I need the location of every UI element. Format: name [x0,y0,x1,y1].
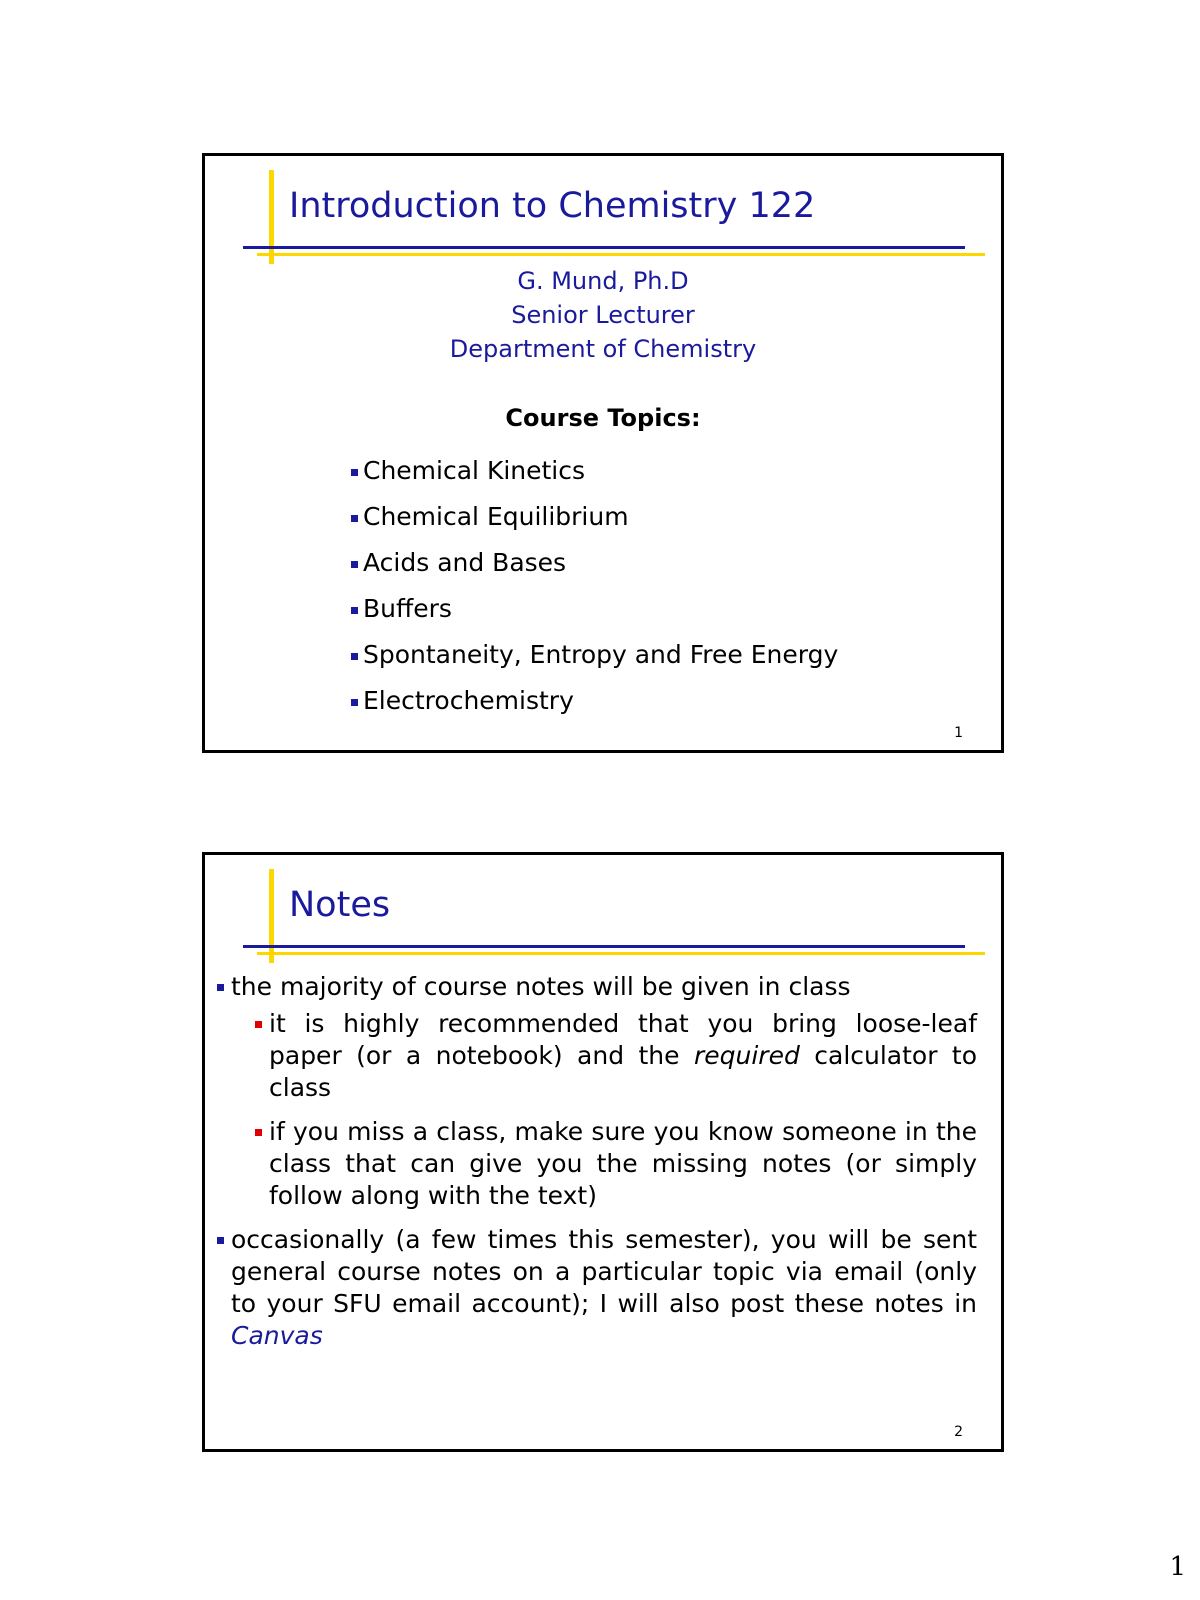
list-item: Spontaneity, Entropy and Free Energy [351,632,838,678]
bullet-icon [217,1237,224,1244]
bullet-icon [351,653,358,660]
title-underline-yellow [257,253,985,256]
slide-title: Introduction to Chemistry 122 [289,186,816,226]
bullet-icon [351,699,358,706]
slide-2 [202,852,1004,1452]
list-item: Electrochemistry [351,678,838,724]
author-position: Senior Lecturer [511,301,695,329]
list-item: Buffers [351,586,838,632]
slide-1 [202,153,1004,753]
title-underline-yellow [257,952,985,955]
slide-page-number: 1 [954,725,963,741]
author-department: Department of Chemistry [449,335,757,363]
bullet-icon [351,607,358,614]
notes-sub-bullet-2: if you miss a class, make sure you know someone in the class that can give you the missing notes (or simply follow along with the text) [255,1116,977,1212]
title-accent-bar [269,170,274,264]
sub-bullet-icon [255,1129,262,1136]
author-name: G. Mund, Ph.D [517,267,689,295]
bullet-icon [217,984,224,991]
topics-heading: Course Topics: [505,404,701,432]
canvas-link[interactable]: Canvas [231,1321,323,1350]
list-item: Chemical Kinetics [351,448,838,494]
notes-bullet-2: occasionally (a few times this semester), you will be sent general course notes on a particular topic via email (only to your SFU email account); I will also post these notes in Canvas [217,1224,977,1352]
title-accent-bar [269,869,274,963]
title-underline-blue [243,246,965,249]
bullet-icon [351,469,358,476]
bullet-icon [351,561,358,568]
title-underline-blue [243,945,965,948]
slide-page-number: 2 [954,1424,963,1440]
notes-bullet-1: the majority of course notes will be given in class [217,971,977,1003]
topics-list [351,448,838,724]
notes-sub-bullet-1: it is highly recommended that you bring loose-leaf paper (or a notebook) and the required calculator to class [255,1008,977,1104]
document-page-number: 1 [1169,1552,1186,1582]
emphasis-required: required [693,1041,800,1070]
list-item: Chemical Equilibrium [351,494,838,540]
bullet-icon [351,515,358,522]
list-item: Acids and Bases [351,540,838,586]
slide-title: Notes [289,885,391,925]
sub-bullet-icon [255,1021,262,1028]
